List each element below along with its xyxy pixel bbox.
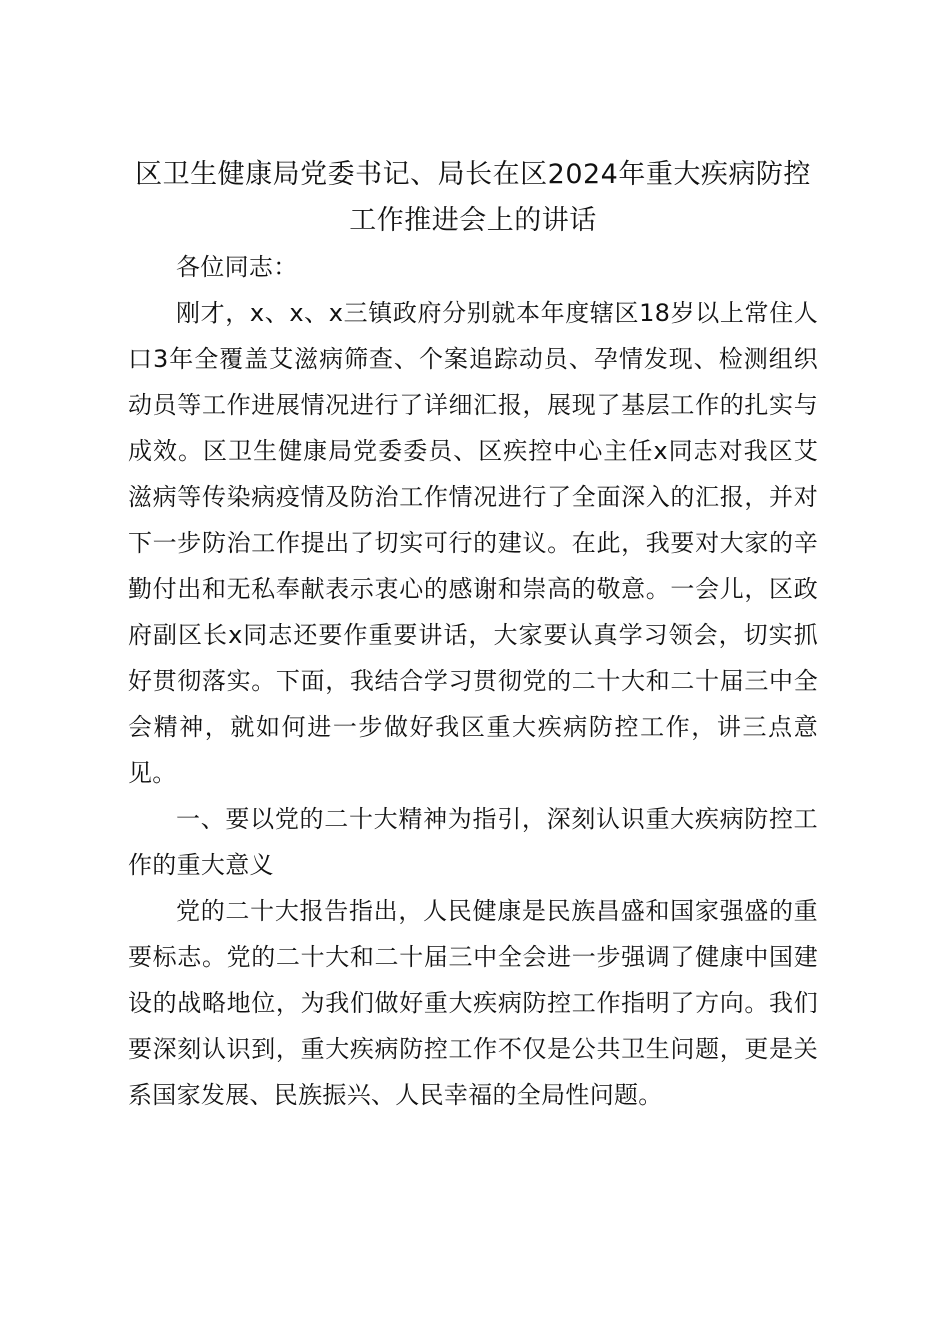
document-body: [128, 152, 818, 1118]
document-title: 区卫生健康局党委书记、局长在区2024年重大疾病防控工作推进会上的讲话: [135, 159, 811, 236]
paragraph-section-1: 党的二十大报告指出，人民健康是民族昌盛和国家强盛的重要标志。党的二十大和二十届三中全会进一步强调了健康中国建设的战略地位，为我们做好重大疾病防控工作指明了方向。我们要深刻认识到，重大疾病防控工作不仅是公共卫生问题，更是关系国家发展、民族振兴、人民幸福的全局性问题。: [128, 897, 818, 1109]
paragraph-opening: 刚才，x、x、x三镇政府分别就本年度辖区18岁以上常住人口3年全覆盖艾滋病筛查、个案追踪动员、孕情发现、检测组织动员等工作进展情况进行了详细汇报，展现了基层工作的扎实与成效。区卫生健康局党委委员、区疾控中心主任x同志对我区艾滋病等传染病疫情及防治工作情况进行了全面深入的汇报，并对下一步防治工作提出了切实可行的建议。在此，我要对大家的辛勤付出和无私奉献表示衷心的感谢和崇高的敬意。一会儿，区政府副区长x同志还要作重要讲话，大家要认真学习领会，切实抓好贯彻落实。下面，我结合学习贯彻党的二十大和二十届三中全会精神，就如何进一步做好我区重大疾病防控工作，讲三点意见。: [128, 299, 818, 787]
salutation: 各位同志：: [176, 253, 298, 281]
section-heading-1: 一、要以党的二十大精神为指引，深刻认识重大疾病防控工作的重大意义: [128, 805, 818, 879]
